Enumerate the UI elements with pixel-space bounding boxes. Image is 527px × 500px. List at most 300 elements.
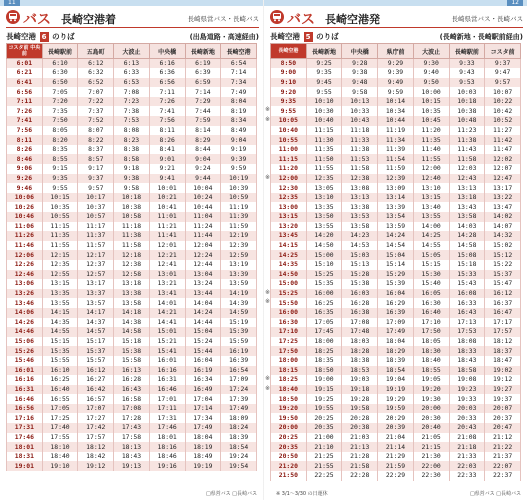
time-cell: 18:30 <box>413 346 449 356</box>
time-cell: 11:35 <box>306 145 342 155</box>
time-cell: 10:01 <box>149 183 185 193</box>
time-cell: 10:15 <box>413 97 449 107</box>
time-cell: 8:19 <box>221 106 257 116</box>
time-cell: 17:53 <box>449 327 485 337</box>
footnote: ※ 3/1～3/30 の日運休 <box>276 491 328 497</box>
time-cell: 17:49 <box>221 404 257 414</box>
time-cell: 18:05 <box>413 337 449 347</box>
time-cell: 15:30 <box>413 270 449 280</box>
time-cell: 14:17 <box>78 308 114 318</box>
time-cell: 16:05 <box>413 289 449 299</box>
time-cell: 11:44 <box>185 231 221 241</box>
time-cell: 10:37 <box>78 202 114 212</box>
timetable-row <box>271 404 521 414</box>
timetable-header-row <box>7 44 257 59</box>
time-cell: 14:59 <box>221 308 257 318</box>
time-cell: 15:28 <box>342 270 378 280</box>
timetable-row <box>7 241 257 251</box>
time-cell: 17:25 <box>271 337 307 347</box>
time-cell: 18:03 <box>342 337 378 347</box>
time-cell: 15:59 <box>221 337 257 347</box>
time-cell: 7:05 <box>42 87 78 97</box>
timetable-row <box>7 174 257 184</box>
time-cell: 19:12 <box>485 375 521 385</box>
time-cell: 10:43 <box>342 116 378 126</box>
time-cell: 9:44 <box>185 174 221 184</box>
time-cell: 17:07 <box>78 404 114 414</box>
time-cell: 14:54 <box>378 241 414 251</box>
timetable-row <box>271 126 521 136</box>
time-cell: 21:10 <box>306 442 342 452</box>
time-cell: 9:59 <box>221 164 257 174</box>
time-cell: 15:12 <box>485 250 521 260</box>
stop-label <box>270 31 339 42</box>
time-cell: 15:10 <box>306 260 342 270</box>
time-cell: 9:55 <box>306 87 342 97</box>
time-cell: 18:50 <box>271 394 307 404</box>
time-cell: 17:11 <box>149 404 185 414</box>
stop-info <box>270 31 523 42</box>
time-cell: 18:47 <box>485 356 521 366</box>
time-cell: 19:12 <box>78 461 114 471</box>
timetable-row <box>7 126 257 136</box>
time-cell: 9:24 <box>185 164 221 174</box>
time-cell: 10:46 <box>7 212 43 222</box>
time-cell: 17:57 <box>485 327 521 337</box>
time-cell: 6:41 <box>7 78 43 88</box>
column-header: 長崎新地 <box>306 44 342 59</box>
timetable-row <box>7 193 257 203</box>
time-cell: 19:20 <box>413 385 449 395</box>
timetable-row <box>271 212 521 222</box>
timetable-row <box>7 116 257 126</box>
time-cell: 22:29 <box>378 471 414 481</box>
time-cell: 18:00 <box>271 356 307 366</box>
time-cell: 14:03 <box>449 222 485 232</box>
time-cell: 21:04 <box>378 433 414 443</box>
time-cell: 8:07 <box>78 126 114 136</box>
time-cell: 21:37 <box>485 452 521 462</box>
time-cell: 20:28 <box>342 413 378 423</box>
time-cell: 10:17 <box>78 193 114 203</box>
time-cell: 16:33 <box>449 298 485 308</box>
time-cell: 6:13 <box>114 59 150 69</box>
time-cell: 14:28 <box>449 231 485 241</box>
time-cell: 10:57 <box>78 212 114 222</box>
timetable-row <box>271 202 521 212</box>
time-cell: 11:57 <box>78 241 114 251</box>
time-cell: 8:41 <box>149 145 185 155</box>
time-cell: 7:11 <box>7 97 43 107</box>
time-cell: 11:46 <box>7 241 43 251</box>
time-cell: 17:31 <box>7 423 43 433</box>
time-cell: 12:35 <box>271 193 307 203</box>
timetable-row <box>7 135 257 145</box>
service-note-marker: ※ <box>265 116 271 124</box>
time-cell: 14:44 <box>185 318 221 328</box>
time-cell: 10:05 <box>271 116 307 126</box>
time-cell: 12:30 <box>271 183 307 193</box>
time-cell: 20:07 <box>485 404 521 414</box>
time-cell: 17:27 <box>78 413 114 423</box>
right-page <box>264 0 527 500</box>
time-cell: 13:13 <box>342 193 378 203</box>
time-cell: 11:55 <box>306 164 342 174</box>
time-cell: 16:04 <box>378 289 414 299</box>
timetable-row <box>271 241 521 251</box>
time-cell: 13:15 <box>42 279 78 289</box>
timetable-row <box>271 135 521 145</box>
timetable-row <box>7 423 257 433</box>
time-cell: 14:55 <box>42 327 78 337</box>
time-cell: 6:01 <box>7 59 43 69</box>
time-cell: 20:00 <box>271 423 307 433</box>
timetable-row <box>271 452 521 462</box>
time-cell: 12:35 <box>42 260 78 270</box>
time-cell: 14:50 <box>271 270 307 280</box>
time-cell: 12:02 <box>485 154 521 164</box>
time-cell: 18:43 <box>449 356 485 366</box>
column-header: 大波止 <box>413 44 449 59</box>
time-cell: 15:41 <box>149 346 185 356</box>
time-cell: 15:58 <box>114 356 150 366</box>
timetable-row <box>271 318 521 328</box>
timetable-row <box>271 174 521 184</box>
time-cell: 12:46 <box>7 270 43 280</box>
time-cell: 17:24 <box>221 385 257 395</box>
timetable-row <box>271 164 521 174</box>
time-cell: 16:12 <box>485 289 521 299</box>
time-cell: 9:37 <box>485 59 521 69</box>
time-cell: 11:24 <box>185 222 221 232</box>
time-cell: 21:12 <box>485 433 521 443</box>
time-cell: 15:57 <box>78 356 114 366</box>
time-cell: 19:19 <box>185 461 221 471</box>
time-cell: 10:18 <box>114 193 150 203</box>
time-cell: 16:19 <box>185 366 221 376</box>
time-cell: 13:47 <box>485 202 521 212</box>
time-cell: 8:22 <box>78 135 114 145</box>
time-cell: 17:16 <box>7 413 43 423</box>
operator-names: 長崎県営バス・長崎バス <box>451 15 523 23</box>
time-cell: 11:53 <box>342 154 378 164</box>
time-cell: 18:01 <box>7 442 43 452</box>
time-cell: 13:54 <box>378 212 414 222</box>
time-cell: 16:46 <box>149 385 185 395</box>
time-cell: 19:24 <box>221 452 257 462</box>
timetable-row <box>271 375 521 385</box>
timetable-row <box>7 154 257 164</box>
column-header: 県庁前 <box>378 44 414 59</box>
time-cell: 21:00 <box>306 433 342 443</box>
time-cell: 22:28 <box>342 471 378 481</box>
time-cell: 17:46 <box>149 423 185 433</box>
time-cell: 13:26 <box>7 289 43 299</box>
time-cell: 19:04 <box>378 375 414 385</box>
time-cell: 9:50 <box>413 78 449 88</box>
bus-icon <box>270 10 284 24</box>
timetable-row <box>7 394 257 404</box>
time-cell: 10:55 <box>271 135 307 145</box>
time-cell: 12:40 <box>413 174 449 184</box>
column-header: コスタ前 <box>485 44 521 59</box>
time-cell: 6:12 <box>78 59 114 69</box>
time-cell: 11:30 <box>306 135 342 145</box>
timetable-row <box>271 413 521 423</box>
time-cell: 11:59 <box>378 164 414 174</box>
time-cell: 9:39 <box>221 154 257 164</box>
timetable-row <box>271 270 521 280</box>
time-cell: 9:57 <box>485 78 521 88</box>
time-cell: 18:04 <box>378 337 414 347</box>
time-cell: 12:58 <box>114 270 150 280</box>
time-cell: 16:03 <box>342 289 378 299</box>
time-cell: 15:06 <box>7 337 43 347</box>
time-cell: 17:25 <box>42 413 78 423</box>
time-cell: 18:24 <box>221 423 257 433</box>
time-cell: 11:39 <box>378 145 414 155</box>
timetable-row <box>271 423 521 433</box>
timetable-row <box>7 413 257 423</box>
time-cell: 15:25 <box>306 270 342 280</box>
time-cell: 9:26 <box>7 174 43 184</box>
timetable-row <box>271 385 521 395</box>
time-cell: 11:15 <box>271 154 307 164</box>
time-cell: 11:35 <box>413 135 449 145</box>
timetable-row <box>7 250 257 260</box>
time-cell: 22:00 <box>413 461 449 471</box>
time-cell: 21:55 <box>306 461 342 471</box>
time-cell: 8:58 <box>114 154 150 164</box>
time-cell: 14:24 <box>185 308 221 318</box>
time-cell: 13:41 <box>149 289 185 299</box>
time-cell: 7:50 <box>42 116 78 126</box>
page-number: 11 <box>4 0 20 6</box>
time-cell: 11:01 <box>149 212 185 222</box>
timetable-row <box>7 164 257 174</box>
time-cell: 13:14 <box>378 193 414 203</box>
time-cell: 11:33 <box>342 135 378 145</box>
time-cell: 8:11 <box>149 126 185 136</box>
timetable-row <box>271 346 521 356</box>
time-cell: 21:58 <box>342 461 378 471</box>
time-cell: 8:34 <box>221 116 257 126</box>
platform-suffix: のりば <box>316 32 339 41</box>
service-note-marker: ※ <box>265 298 271 306</box>
time-cell: 18:33 <box>449 346 485 356</box>
time-cell: 9:37 <box>78 174 114 184</box>
time-cell: 11:38 <box>114 231 150 241</box>
timetable-row <box>271 193 521 203</box>
time-cell: 21:25 <box>306 452 342 462</box>
time-cell: 11:38 <box>449 135 485 145</box>
time-cell: 7:41 <box>7 116 43 126</box>
time-cell: 11:15 <box>306 126 342 136</box>
time-cell: 16:43 <box>449 308 485 318</box>
time-cell: 18:39 <box>378 356 414 366</box>
time-cell: 11:20 <box>413 126 449 136</box>
time-cell: 18:04 <box>185 433 221 443</box>
time-cell: 17:40 <box>42 423 78 433</box>
time-cell: 11:26 <box>7 231 43 241</box>
time-cell: 9:35 <box>42 174 78 184</box>
timetable-row <box>7 337 257 347</box>
timetable-row <box>7 145 257 155</box>
time-cell: 7:07 <box>78 87 114 97</box>
time-cell: 9:48 <box>342 78 378 88</box>
time-cell: 15:08 <box>449 250 485 260</box>
time-cell: 8:26 <box>7 145 43 155</box>
time-cell: 15:39 <box>378 279 414 289</box>
time-cell: 16:39 <box>378 308 414 318</box>
time-cell: 9:35 <box>306 68 342 78</box>
time-cell: 11:04 <box>185 212 221 222</box>
time-cell: 9:25 <box>306 59 342 69</box>
timetable-row <box>7 97 257 107</box>
timetable-row <box>271 327 521 337</box>
time-cell: 16:28 <box>114 375 150 385</box>
time-cell: 11:34 <box>378 135 414 145</box>
time-cell: 9:55 <box>271 106 307 116</box>
time-cell: 7:41 <box>149 106 185 116</box>
time-cell: 12:38 <box>114 260 150 270</box>
operator-legend: □県営バス □長崎バス <box>469 491 521 497</box>
time-cell: 17:42 <box>78 423 114 433</box>
time-cell: 13:24 <box>185 279 221 289</box>
timetable-row <box>7 68 257 78</box>
time-cell: 15:38 <box>114 346 150 356</box>
platform-suffix: のりば <box>52 32 75 41</box>
time-cell: 17:43 <box>114 423 150 433</box>
time-cell: 6:56 <box>7 87 43 97</box>
service-note-marker: ※ <box>265 173 271 181</box>
timetable-row <box>7 346 257 356</box>
time-cell: 11:59 <box>221 222 257 232</box>
timetable-row <box>271 116 521 126</box>
time-cell: 14:35 <box>42 318 78 328</box>
timetable-row <box>271 298 521 308</box>
time-cell: 15:29 <box>378 270 414 280</box>
time-cell: 16:38 <box>342 308 378 318</box>
timetable-row <box>271 337 521 347</box>
time-cell: 6:21 <box>7 68 43 78</box>
time-cell: 9:20 <box>271 87 307 97</box>
time-cell: 16:49 <box>185 385 221 395</box>
time-cell: 13:19 <box>221 260 257 270</box>
time-cell: 13:18 <box>114 279 150 289</box>
time-cell: 18:39 <box>221 433 257 443</box>
time-cell: 11:20 <box>271 164 307 174</box>
time-cell: 20:43 <box>449 423 485 433</box>
time-cell: 12:43 <box>449 174 485 184</box>
time-cell: 22:25 <box>306 471 342 481</box>
timetable-row <box>271 471 521 481</box>
time-cell: 18:12 <box>485 337 521 347</box>
time-cell: 22:03 <box>449 461 485 471</box>
time-cell: 17:08 <box>114 404 150 414</box>
time-cell: 15:35 <box>306 279 342 289</box>
time-cell: 14:41 <box>149 318 185 328</box>
platform-badge: 5 <box>305 33 311 41</box>
time-cell: 22:30 <box>413 471 449 481</box>
time-cell: 17:31 <box>149 413 185 423</box>
time-cell: 9:41 <box>149 174 185 184</box>
time-cell: 12:01 <box>149 241 185 251</box>
time-cell: 18:10 <box>42 442 78 452</box>
timetable-title-bar <box>6 8 259 28</box>
time-cell: 15:02 <box>485 241 521 251</box>
time-cell: 7:44 <box>185 106 221 116</box>
time-cell: 13:46 <box>7 298 43 308</box>
column-header: 中央橋 <box>342 44 378 59</box>
time-cell: 10:55 <box>42 212 78 222</box>
time-cell: 15:26 <box>7 346 43 356</box>
timetable-title-bar <box>270 8 523 28</box>
time-cell: 15:33 <box>449 270 485 280</box>
column-header: 中央橋 <box>149 44 185 59</box>
time-cell: 10:19 <box>221 174 257 184</box>
time-cell: 14:35 <box>271 260 307 270</box>
time-cell: 15:55 <box>42 356 78 366</box>
time-cell: 11:55 <box>413 154 449 164</box>
time-cell: 8:55 <box>42 154 78 164</box>
time-cell: 16:10 <box>42 366 78 376</box>
time-cell: 17:10 <box>413 318 449 328</box>
page-title: 長崎空港着 <box>61 13 116 26</box>
time-cell: 16:39 <box>221 356 257 366</box>
time-cell: 11:40 <box>413 145 449 155</box>
time-cell: 16:40 <box>413 308 449 318</box>
time-cell: 14:01 <box>149 298 185 308</box>
bus-icon <box>6 10 20 24</box>
time-cell: 12:07 <box>485 164 521 174</box>
title-mode-label: バス <box>23 12 51 28</box>
timetable-row <box>7 270 257 280</box>
time-cell: 19:58 <box>342 404 378 414</box>
left-page <box>0 0 263 500</box>
operator-legend: □県営バス □長崎バス <box>205 491 257 497</box>
time-cell: 20:40 <box>413 423 449 433</box>
time-cell: 14:06 <box>7 308 43 318</box>
time-cell: 9:33 <box>449 59 485 69</box>
time-cell: 21:33 <box>449 452 485 462</box>
time-cell: 14:04 <box>185 298 221 308</box>
time-cell: 12:55 <box>42 270 78 280</box>
time-cell: 20:37 <box>485 413 521 423</box>
platform-badge: 6 <box>41 33 47 41</box>
time-cell: 9:38 <box>114 174 150 184</box>
time-cell: 16:43 <box>114 385 150 395</box>
time-cell: 16:00 <box>271 308 307 318</box>
time-cell: 20:38 <box>342 423 378 433</box>
timetable-row <box>7 183 257 193</box>
time-cell: 19:10 <box>42 461 78 471</box>
time-cell: 16:46 <box>7 394 43 404</box>
time-cell: 21:14 <box>378 442 414 452</box>
time-cell: 11:18 <box>342 126 378 136</box>
time-cell: 19:19 <box>378 385 414 395</box>
time-cell: 20:39 <box>378 423 414 433</box>
time-cell: 13:43 <box>449 202 485 212</box>
time-cell: 17:49 <box>378 327 414 337</box>
time-cell: 9:17 <box>78 164 114 174</box>
time-cell: 20:35 <box>271 442 307 452</box>
time-cell: 9:39 <box>378 68 414 78</box>
timetable-row <box>271 59 521 69</box>
time-cell: 15:00 <box>306 250 342 260</box>
time-cell: 13:55 <box>413 212 449 222</box>
timetable-row <box>7 452 257 462</box>
